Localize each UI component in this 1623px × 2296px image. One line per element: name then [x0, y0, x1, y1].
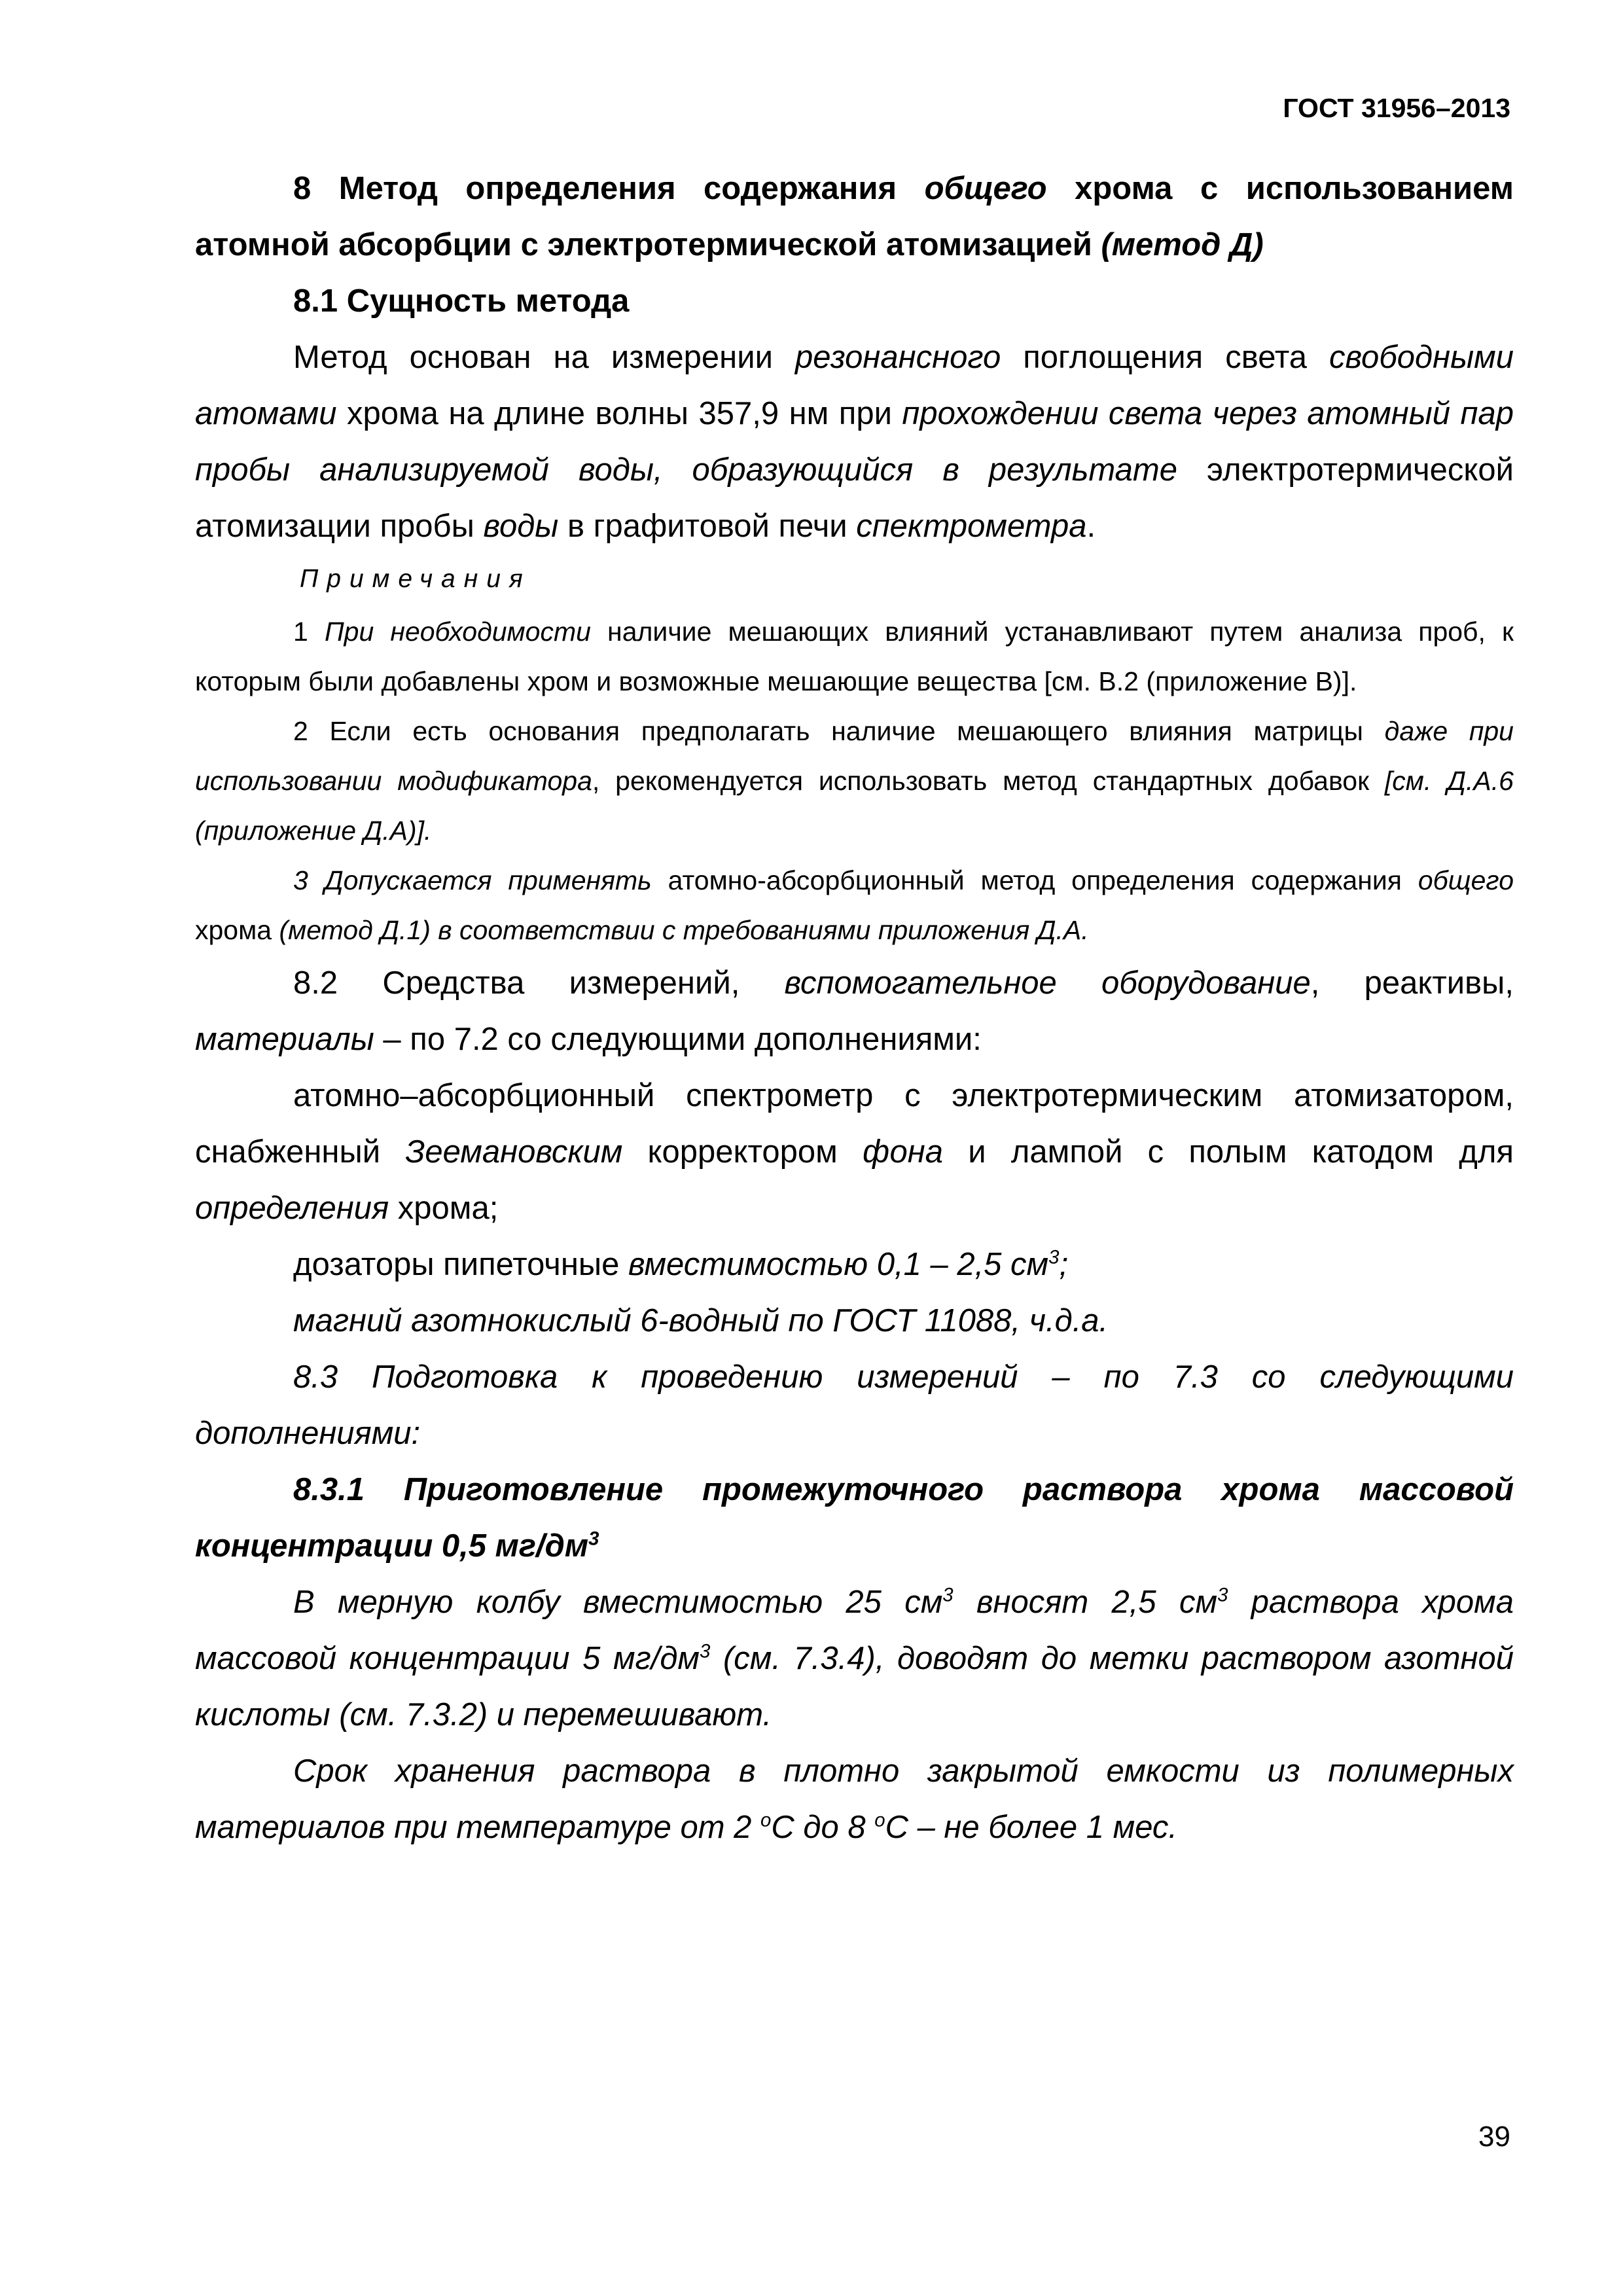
page-number: 39 — [1478, 2121, 1510, 2153]
section-8-2-paragraph: 8.2 Средства измерений, вспомогательное оборудование, реактивы, материалы – по 7.2 со следующими дополнениями: — [195, 965, 1514, 1057]
section-8-3-1-paragraph-2: Срок хранения раствора в плотно закрытой емкости из полимерных материалов при температуре от 2 $^о$С до 8 $^о$С – не более 1 мес. — [195, 1753, 1514, 1845]
note-2: 2 Если есть основания предполагать наличие мешающего влияния матрицы даже при использовании модификатора, рекомендуется использовать метод стандартных добавок [см. Д.А.6 (приложение Д.А)]. — [195, 716, 1514, 846]
section-8-1-title: 8.1 Сущность метода — [293, 283, 630, 319]
document-body — [195, 160, 1514, 1856]
equipment-item-magnesium-nitrate: магний азотнокислый 6-водный по ГОСТ 11088, ч.д.а. — [293, 1303, 1109, 1338]
section-8-3-1-title: 8.3.1 Приготовление промежуточного раствора хрома массовой концентрации 0,5 $мг/дм^3$ — [195, 1472, 1514, 1564]
section-8-3-paragraph: 8.3 Подготовка к проведению измерений – по 7.3 со следующими дополнениями: — [195, 1359, 1514, 1451]
section-8-title: 8 Метод определения содержания общего хрома с использованием атомной абсорбции с электротермической атомизацией (метод Д) — [195, 171, 1514, 262]
notes-heading: Примечания — [300, 565, 531, 593]
standard-code-header: ГОСТ 31956–2013 — [1283, 93, 1510, 123]
section-8-1-paragraph: Метод основан на измерении резонансного поглощения света свободными атомами хрома на длине волны 357,9 нм при прохождении света через атомный пар пробы анализируемой воды, образующийся в результате электротермической атомизации пробы воды в графитовой печи спектрометра. — [195, 340, 1514, 544]
note-3: 3 Допускается применять атомно-абсорбционный метод определения содержания общего хрома (метод Д.1) в соответствии с требованиями приложения Д.А. — [195, 865, 1514, 945]
note-1: 1 При необходимости наличие мешающих влияний устанавливают путем анализа проб, к которым были добавлены хром и возможные мешающие вещества [см. В.2 (приложение В)]. — [195, 617, 1514, 696]
section-8-3-1-paragraph-1: В мерную колбу вместимостью 25 $см^3$ вносят 2,5 $см^3$ раствора хрома массовой концентрации 5 $мг/дм^3$ (см. 7.3.4), доводят до метки раствором азотной кислоты (см. 7.3.2) и перемешивают. — [195, 1584, 1514, 1732]
equipment-item-spectrometer: атомно–абсорбционный спектрометр с электротермическим атомизатором, снабженный Зеемановским корректором фона и лампой с полым катодом для определения хрома; — [195, 1078, 1514, 1226]
equipment-item-dispensers: дозаторы пипеточные вместимостью 0,1 – 2,5 $см^3$; — [293, 1246, 1069, 1282]
